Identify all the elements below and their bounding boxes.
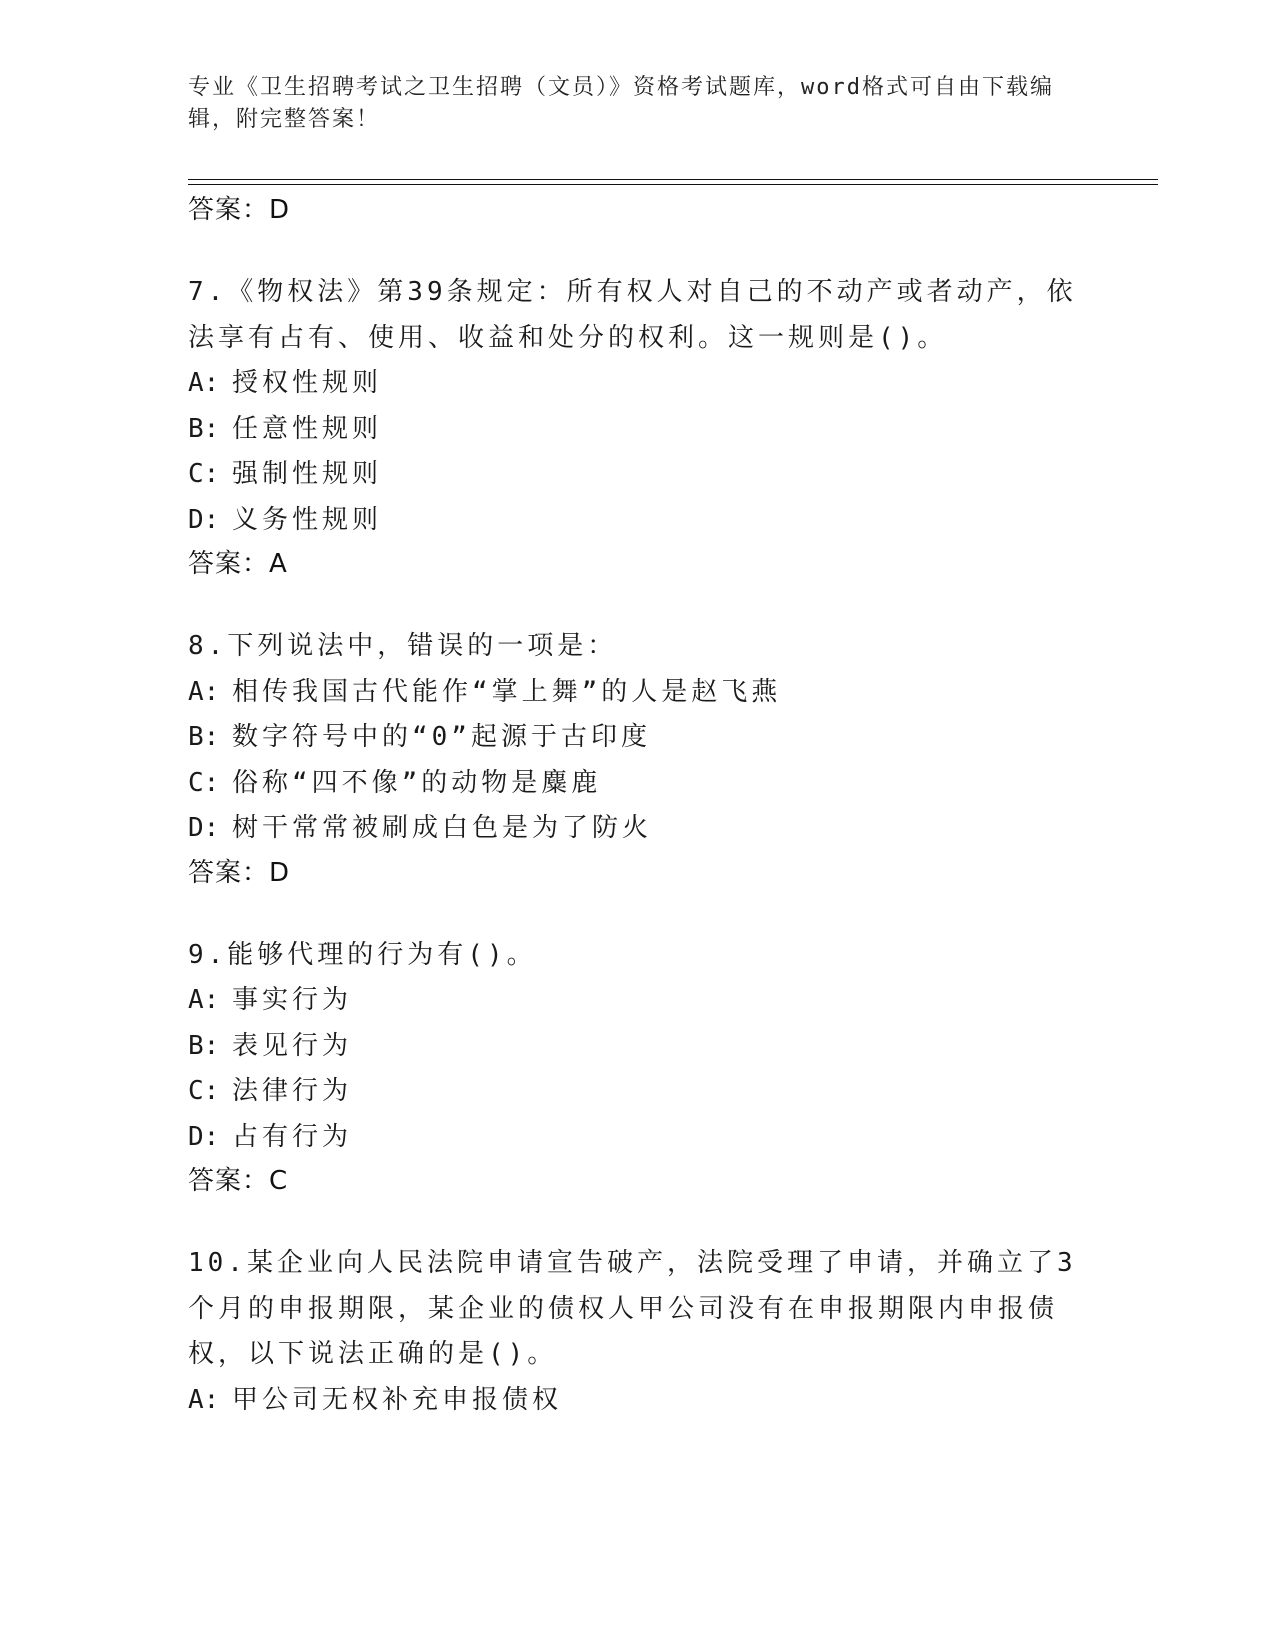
- option-letter: A:: [188, 1384, 220, 1415]
- answer-value: D: [269, 857, 291, 888]
- option-letter: A:: [188, 368, 220, 398]
- option-text: 法律行为: [232, 1076, 353, 1106]
- header-divider-top: [188, 179, 1158, 180]
- answer-line: [188, 858, 1088, 888]
- option-text: 授权性规则: [232, 368, 383, 398]
- option-letter: A:: [188, 676, 220, 707]
- option-text: 表见行为: [232, 1030, 353, 1061]
- option-letter: D:: [188, 504, 220, 535]
- answer-label: 答案：: [188, 195, 270, 225]
- answer-value: C: [269, 1166, 289, 1196]
- answer-value: A: [269, 549, 288, 579]
- answer-label: 答案：: [188, 857, 270, 888]
- answer-label: 答案：: [188, 549, 270, 579]
- header-divider-bottom: [188, 184, 1158, 185]
- option-letter: D:: [188, 1121, 220, 1152]
- option-text: 树干常常被刷成白色是为了防火: [232, 813, 653, 843]
- option-letter: B:: [188, 413, 220, 444]
- option-text: 事实行为: [232, 985, 353, 1015]
- option-letter: B:: [188, 1030, 220, 1061]
- option-text: 相传我国古代能作“掌上舞”的人是赵飞燕: [232, 676, 782, 707]
- option-text: 任意性规则: [232, 413, 383, 444]
- answer-value: D: [269, 195, 291, 225]
- option-b: [188, 407, 1088, 453]
- question-7: [188, 270, 1088, 579]
- option-c: [188, 452, 1088, 498]
- option-a: [188, 361, 1088, 407]
- question-text: 7.《物权法》第39条规定：所有权人对自己的不动产或者动产，依法享有占有、使用、收益和处分的权利。这一规则是()。: [188, 277, 1077, 353]
- option-b: [188, 715, 1088, 761]
- option-text: 数字符号中的“0”起源于古印度: [232, 722, 651, 752]
- option-a: [188, 978, 1088, 1024]
- question-text: 10.某企业向人民法院申请宣告破产，法院受理了申请，并确立了3个月的申报期限，某企业的债权人甲公司没有在申报期限内申报债权，以下说法正确的是()。: [188, 1248, 1077, 1369]
- option-letter: C:: [188, 459, 220, 489]
- question-10: [188, 1241, 1088, 1423]
- question-text: 9.能够代理的行为有()。: [188, 939, 537, 970]
- option-text: 占有行为: [232, 1121, 353, 1152]
- option-a: [188, 670, 1088, 716]
- answer-label: 答案：: [188, 1166, 270, 1196]
- question-list: [188, 191, 1088, 1423]
- answer-line: [188, 1166, 1088, 1196]
- option-text: 强制性规则: [232, 459, 383, 489]
- option-c: [188, 761, 1088, 807]
- option-text: 甲公司无权补充申报债权: [232, 1384, 563, 1415]
- option-text: 俗称“四不像”的动物是麋鹿: [232, 767, 602, 798]
- option-text: 义务性规则: [232, 504, 383, 535]
- document-header: 专业《卫生招聘考试之卫生招聘（文员）》资格考试题库，word格式可自由下载编辑，附完整答案！: [188, 75, 1054, 132]
- option-a: [188, 1378, 1088, 1424]
- option-d: [188, 1115, 1088, 1161]
- question-9: [188, 933, 1088, 1197]
- option-d: [188, 498, 1088, 544]
- option-d: [188, 806, 1088, 852]
- option-letter: D:: [188, 813, 220, 843]
- answer-line: [188, 195, 1088, 225]
- question-8: [188, 624, 1088, 888]
- question-text: 8.下列说法中，错误的一项是：: [188, 631, 618, 661]
- option-c: [188, 1069, 1088, 1115]
- option-b: [188, 1024, 1088, 1070]
- answer-line: [188, 549, 1088, 579]
- option-letter: B:: [188, 722, 220, 752]
- option-letter: A:: [188, 985, 220, 1015]
- option-letter: C:: [188, 1076, 220, 1106]
- option-letter: C:: [188, 767, 220, 798]
